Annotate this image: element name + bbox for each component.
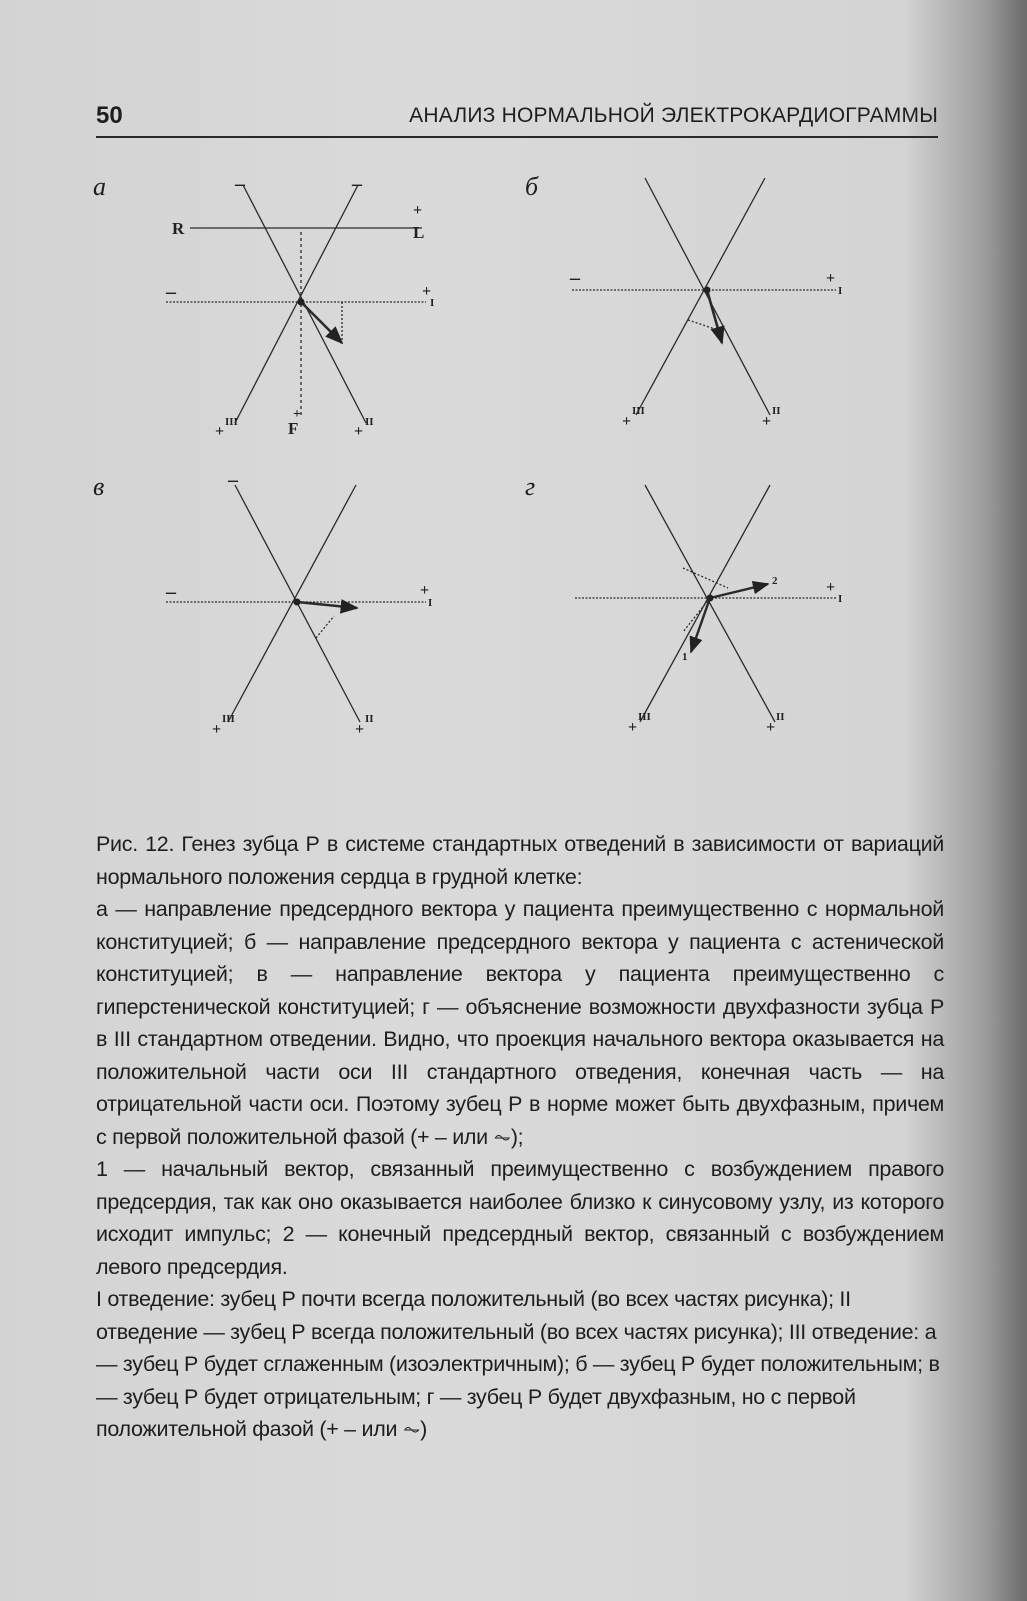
- label-plus-II-b: +: [762, 413, 772, 430]
- label-plus-L: +: [413, 202, 423, 219]
- label-I-b: I: [838, 285, 843, 297]
- label-plus-III-a: +: [215, 423, 225, 440]
- label-II-b: II: [772, 405, 781, 417]
- label-minus-v1: –: [228, 469, 238, 491]
- label-plus-II-g: +: [766, 719, 776, 736]
- label-I-a: I: [430, 297, 435, 309]
- panel-v-diagram: [166, 485, 426, 722]
- running-title: АНАЛИЗ НОРМАЛЬНОЙ ЭЛЕКТРОКАРДИОГРАММЫ: [409, 104, 938, 127]
- panel-letter-a: а: [93, 172, 106, 201]
- panel-b-diagram: [572, 178, 836, 415]
- label-III-b: III: [632, 405, 645, 417]
- center-point-g: [707, 595, 714, 602]
- label-III-a: III: [225, 416, 238, 428]
- label-R: R: [172, 219, 185, 238]
- center-point-a: [298, 299, 305, 306]
- lead-III-axis-a: [235, 185, 358, 423]
- label-minus-a3: –: [166, 281, 176, 303]
- projection-line-g2: [683, 568, 728, 588]
- caption-leads: I отведение: зубец Р почти всегда положительный (во всех частях рисунка); II отведение — зубец Р всегда положительный (во всех частях рисунка); III отведение: а — зубец Р будет сглаженным (изоэлектричным); б — зубец Р будет положительным; в — зубец Р будет отрицательным; г — зубец Р будет двухфазным, но с первой положительной фазой (+ – или ⏦): [96, 1287, 940, 1441]
- label-vec-2: 2: [772, 575, 778, 587]
- p-vector-b: [707, 290, 722, 343]
- label-plus-III-v: +: [212, 721, 222, 738]
- lead-III-axis-v: [228, 485, 356, 722]
- label-plus-I-a: +: [422, 283, 432, 300]
- label-plus-II-v: +: [355, 721, 365, 738]
- label-II-v: II: [365, 713, 374, 725]
- label-vec-1: 1: [682, 651, 688, 663]
- label-III-v: III: [222, 713, 235, 725]
- label-minus-v2: –: [166, 581, 176, 603]
- center-point-b: [704, 287, 711, 294]
- lead-III-axis-b: [636, 178, 765, 415]
- projection-line-b: [688, 320, 718, 330]
- label-minus-a2: –: [352, 173, 362, 195]
- label-I-v: I: [428, 597, 433, 609]
- caption-title: Рис. 12. Генез зубца Р в системе стандартных отведений в зависимости от вариаций нормального положения сердца в грудной клетке:: [96, 832, 944, 889]
- label-III-g: III: [638, 711, 651, 723]
- label-II-a: II: [365, 416, 374, 428]
- projection-line-v: [316, 616, 334, 638]
- panel-g-diagram: [575, 485, 836, 722]
- label-F: F: [288, 419, 299, 438]
- panel-letter-g: г: [525, 472, 536, 501]
- panel-letter-b: б: [525, 172, 539, 201]
- label-minus-a1: –: [235, 173, 245, 195]
- label-minus-b: –: [570, 267, 580, 289]
- figure-caption: [96, 828, 944, 1446]
- label-plus-II-a: +: [354, 423, 364, 440]
- terminal-vector-g: [710, 584, 768, 598]
- page-number: 50: [96, 102, 123, 129]
- label-plus-F: +: [293, 407, 301, 422]
- label-II-g: II: [776, 711, 785, 723]
- label-plus-I-b: +: [826, 270, 836, 287]
- center-point-v: [294, 599, 301, 606]
- p-vector-v: [297, 602, 357, 608]
- caption-vectors: 1 — начальный вектор, связанный преимущественно с возбуждением правого предсердия, так как оно оказывается наиболее близко к синусовому узлу, из которого исходит импульс; 2 — конечный предсердный вектор, связанный с возбуждением левого предсердия.: [96, 1157, 944, 1279]
- label-plus-III-b: +: [622, 413, 632, 430]
- caption-legend: а — направление предсердного вектора у пациента преимущественно с нормальной конституцией; б — направление предсердного вектора у пациента с астенической конституцией; в — направление вектора у пациента преимущественно с гиперстенической конституцией; г — объяснение возможности двухфазности зубца Р в III стандартном отведении. Видно, что проекция начального вектора оказывается на положительной части оси III стандартного отведения, конечная часть — на отрицательной части оси. Поэтому зубец Р в норме может быть двухфазным, причем с первой положительной фазой (+ – или ⏦);: [96, 897, 944, 1149]
- lead-III-axis-g: [640, 485, 770, 722]
- label-plus-III-g: +: [628, 719, 638, 736]
- label-plus-I-v: +: [420, 582, 430, 599]
- panel-a-diagram: [166, 185, 426, 423]
- label-I-g: I: [838, 593, 843, 605]
- panel-letter-v: в: [93, 472, 105, 501]
- lead-II-axis-g: [645, 485, 775, 722]
- label-plus-I-g: +: [826, 579, 836, 596]
- label-L: L: [413, 223, 425, 242]
